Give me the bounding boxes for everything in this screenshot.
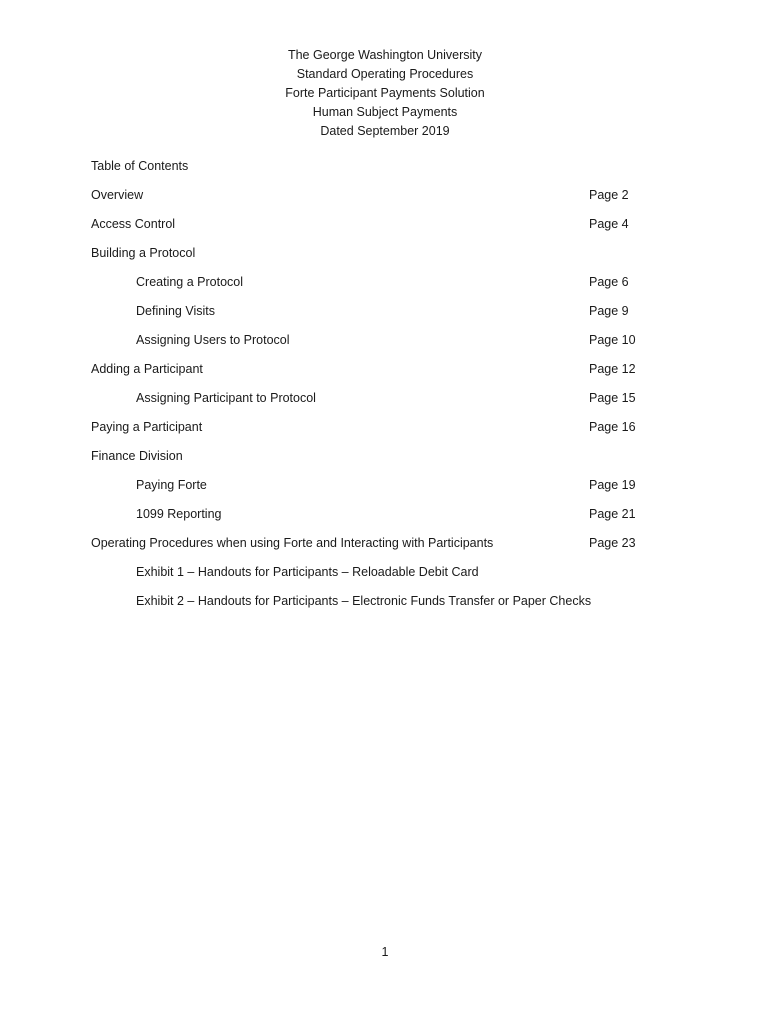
toc-entry-operating-procedures bbox=[0, 534, 770, 563]
toc-entry-exhibit-1 bbox=[0, 563, 770, 592]
toc-entry-adding-participant bbox=[0, 360, 770, 389]
toc-entry-page: Page 10 bbox=[589, 333, 636, 347]
toc-entry-label: Finance Division bbox=[91, 449, 183, 463]
toc-entry-building-protocol bbox=[0, 244, 770, 273]
header-sop: Standard Operating Procedures bbox=[296, 67, 474, 81]
toc-entry-page: Page 15 bbox=[589, 391, 636, 405]
toc-entry-label: Overview bbox=[91, 188, 144, 202]
toc-title: Table of Contents bbox=[91, 159, 189, 173]
toc-entry-label: Operating Procedures when using Forte and Interacting with Participants bbox=[91, 536, 494, 550]
page-number: 1 bbox=[381, 945, 389, 959]
document-header bbox=[0, 46, 770, 141]
toc-entry-page: Page 6 bbox=[589, 275, 629, 289]
toc-entry-assigning-participant bbox=[0, 389, 770, 418]
toc-entry-page: Page 12 bbox=[589, 362, 636, 376]
toc-entry-label: Defining Visits bbox=[136, 304, 215, 318]
toc-entry-label: Building a Protocol bbox=[91, 246, 196, 260]
toc-entry-page: Page 19 bbox=[589, 478, 636, 492]
toc-entry-label: Adding a Participant bbox=[91, 362, 203, 376]
toc-entry-page: Page 16 bbox=[589, 420, 636, 434]
toc-entry-exhibit-2 bbox=[0, 592, 770, 621]
toc-entry-page: Page 23 bbox=[589, 536, 636, 550]
toc-entry-creating-protocol bbox=[0, 273, 770, 302]
header-solution: Forte Participant Payments Solution bbox=[285, 86, 485, 100]
toc-entry-finance-division bbox=[0, 447, 770, 476]
toc-entry-defining-visits bbox=[0, 302, 770, 331]
header-university: The George Washington University bbox=[287, 48, 483, 62]
toc-entry-1099-reporting bbox=[0, 505, 770, 534]
toc-entry-paying-forte bbox=[0, 476, 770, 505]
toc-entry-label: Exhibit 1 – Handouts for Participants – Reloadable Debit Card bbox=[136, 565, 479, 579]
toc-entry-page: Page 21 bbox=[589, 507, 636, 521]
header-date: Dated September 2019 bbox=[320, 124, 450, 138]
table-of-contents bbox=[0, 186, 770, 621]
toc-entry-label: Assigning Users to Protocol bbox=[136, 333, 290, 347]
toc-entry-label: 1099 Reporting bbox=[136, 507, 222, 521]
toc-entry-page: Page 2 bbox=[589, 188, 629, 202]
toc-entry-access-control bbox=[0, 215, 770, 244]
toc-entry-label: Creating a Protocol bbox=[136, 275, 244, 289]
toc-entry-label: Paying Forte bbox=[136, 478, 207, 492]
toc-entry-label: Assigning Participant to Protocol bbox=[136, 391, 316, 405]
toc-entry-label: Access Control bbox=[91, 217, 176, 231]
toc-entry-page: Page 4 bbox=[589, 217, 629, 231]
toc-entry-page: Page 9 bbox=[589, 304, 629, 318]
header-subject: Human Subject Payments bbox=[312, 105, 458, 119]
toc-entry-overview bbox=[0, 186, 770, 215]
toc-entry-assigning-users bbox=[0, 331, 770, 360]
toc-entry-label: Paying a Participant bbox=[91, 420, 203, 434]
toc-entry-label: Exhibit 2 – Handouts for Participants – Electronic Funds Transfer or Paper Checks bbox=[136, 594, 592, 608]
toc-entry-paying-participant bbox=[0, 418, 770, 447]
